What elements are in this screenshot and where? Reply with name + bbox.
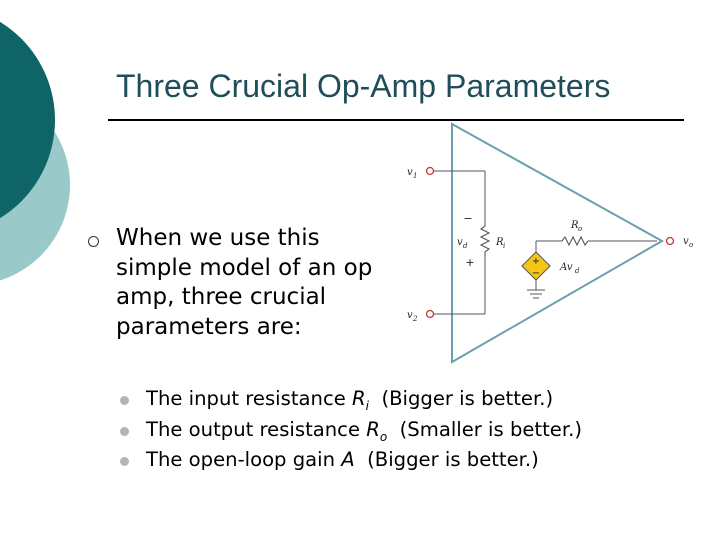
item-symbol: A (341, 448, 355, 471)
ri-subscript: i (503, 242, 506, 250)
item-prefix: The open-loop gain (146, 448, 342, 471)
vd-minus: − (463, 212, 473, 225)
item-symbol: R (366, 417, 380, 441)
ro-resistor (562, 237, 588, 245)
item-prefix: The output resistance (146, 417, 367, 441)
list-item (120, 415, 582, 446)
v1-label: v (407, 167, 413, 178)
ri-resistor (481, 226, 489, 256)
v1-subscript: 1 (413, 172, 418, 180)
item-suffix: (Bigger is better.) (368, 387, 554, 410)
slide-title: Three Crucial Op-Amp Parameters (116, 68, 611, 104)
vo-subscript: o (689, 241, 694, 249)
dot-bullet-icon (120, 427, 129, 436)
item-subscript: i (365, 399, 369, 413)
v2-label: v (407, 310, 413, 321)
hollow-bullet-icon (88, 236, 99, 247)
vd-label: v (457, 237, 463, 248)
vd-plus: + (465, 256, 475, 269)
source-plus: + (531, 256, 541, 267)
item-prefix: The input resistance (146, 387, 353, 410)
main-bullet-text: When we use this simple model of an op amp, three crucial parameters are: (116, 225, 373, 340)
item-suffix: (Bigger is better.) (354, 448, 539, 471)
list-item (120, 445, 582, 476)
ro-subscript: o (578, 225, 583, 233)
v1-terminal (427, 168, 434, 175)
ri-label: R (496, 237, 504, 248)
source-minus: − (531, 268, 541, 279)
item-subscript: o (379, 429, 388, 444)
parameter-list (120, 384, 582, 476)
vd-subscript: d (463, 242, 468, 250)
decorative-circles (0, 0, 80, 300)
dot-bullet-icon (120, 457, 129, 466)
opamp-model-diagram (390, 120, 710, 370)
item-suffix: (Smaller is better.) (387, 417, 582, 441)
v2-terminal (427, 311, 434, 318)
dot-bullet-icon (120, 396, 129, 405)
gain-label: Av (560, 262, 573, 273)
gain-subscript: d (575, 267, 580, 275)
ro-label: R (571, 220, 579, 231)
item-symbol: R (352, 387, 366, 410)
vo-terminal (667, 238, 674, 245)
opamp-triangle (452, 124, 662, 362)
vo-label: v (683, 236, 689, 247)
v2-subscript: 2 (413, 315, 418, 323)
list-item (120, 384, 582, 415)
